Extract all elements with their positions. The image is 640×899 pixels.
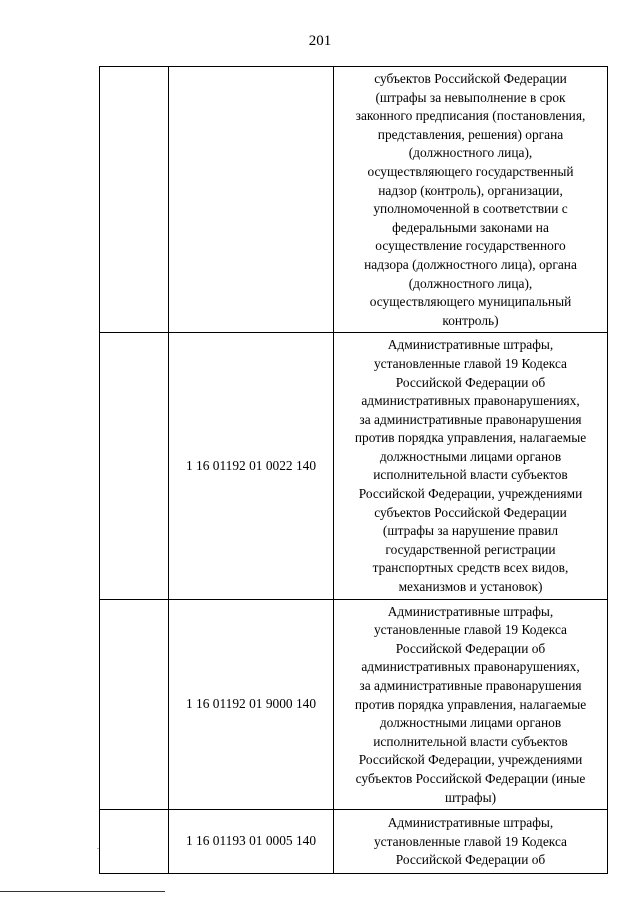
code-cell [169,333,334,599]
table-row [100,810,608,874]
table-row [100,67,608,333]
description-line: за административные правонарушения [359,678,582,693]
description-line: осуществляющего государственный [367,163,574,179]
description-line: осуществление государственного [375,238,566,254]
blank-cell [100,810,169,874]
description-line: установленные главой 19 Кодекса [373,833,568,849]
description-line: (должностного лица), [408,145,533,161]
description-line: контроль) [442,312,499,328]
description-line: исполнительной власти субъектов [373,733,568,749]
description-line: (штрафы за нарушение правил [382,523,559,539]
description-line: штрафы) [444,789,497,805]
description-line: осуществляющего муниципальный [369,294,572,310]
budget-code: 1 16 01192 01 9000 140 [185,696,317,712]
footnote-separator [0,891,165,892]
description-line: должностными лицами органов [379,448,562,464]
description-line: против порядка управления, налагаемые [354,696,587,712]
description-line: должностными лицами органов [379,715,562,731]
blank-cell [100,599,169,810]
budget-code: 1 16 01192 01 0022 140 [185,457,317,473]
description-line: надзора (должностного лица), органа [364,256,577,272]
description-line: (штрафы за невыполнение в срок [375,89,566,105]
description-line: Административные штрафы, [387,337,554,353]
budget-code: 1 16 01193 01 0005 140 [185,833,317,849]
page-number: 201 [308,33,332,49]
description-line: Российской Федерации об [395,640,546,656]
description-line: субъектов Российской Федерации [374,71,567,86]
description-line: установленные главой 19 Кодекса [373,622,568,638]
description-line: субъектов Российской Федерации [374,504,567,520]
description-line: Российской Федерации об [395,374,546,390]
description-cell [334,599,608,810]
description-line: установленные главой 19 Кодекса [373,355,568,371]
description-line: государственной регистрации [385,541,556,557]
table-row [100,599,608,810]
table-row [100,333,608,599]
description-line: за административные правонарушения [359,411,582,427]
code-cell [169,599,334,810]
description-line: административных правонарушениях, [361,659,580,675]
description-line: исполнительной власти субъектов [373,467,568,483]
description-cell [334,810,608,874]
description-line: Административные штрафы, [387,815,554,831]
code-cell [169,810,334,874]
scan-mark [97,848,99,849]
description-line: Российской Федерации, учреждениями [358,752,583,768]
description-line: транспортных средств всех видов, [372,560,569,576]
description-line: административных правонарушениях, [361,393,580,409]
description-line: против порядка управления, налагаемые [354,430,587,446]
description-line: законного предписания (постановления, [355,108,586,124]
budget-codes-table [99,66,608,874]
description-line: представления, решения) органа [377,126,564,142]
description-line: механизмов и установок) [398,579,543,595]
blank-cell [100,67,169,333]
description-line: (должностного лица), [408,275,533,291]
blank-cell [100,333,169,599]
description-line: надзор (контроль), организации, [378,182,563,198]
description-line: Административные штрафы, [387,603,554,619]
description-line: федеральными законами на [392,219,549,235]
code-cell [169,67,334,333]
description-line: Российской Федерации об [395,852,546,868]
description-line: уполномоченной в соответствии с [373,201,568,217]
description-line: субъектов Российской Федерации (иные [355,770,586,786]
description-line: Российской Федерации, учреждениями [358,486,583,502]
description-cell [334,333,608,599]
description-cell [334,67,608,333]
